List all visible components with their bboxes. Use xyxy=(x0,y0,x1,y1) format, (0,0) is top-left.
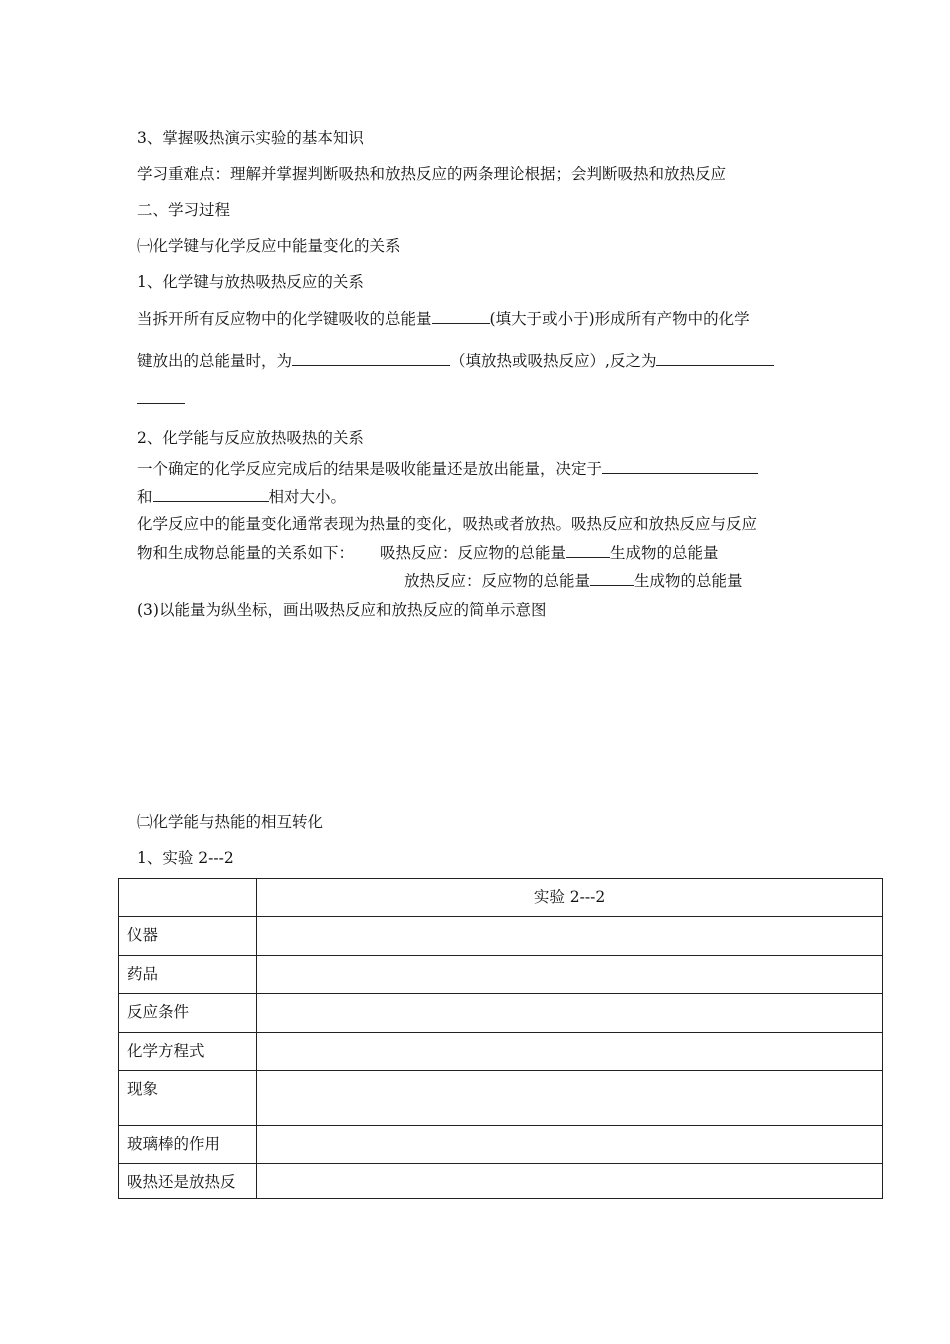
table-header-cell: 实验 2---2 xyxy=(257,879,883,917)
text-segment: (填大于或小于)形成所有产物中的化学 xyxy=(489,310,750,328)
subsection-heading-1: ㈠化学键与化学反应中能量变化的关系 xyxy=(137,237,401,255)
paragraph-energy-line-3: 化学反应中的能量变化通常表现为热量的变化，吸热或者放热。吸热反应和放热反应与反应 xyxy=(137,515,758,533)
table-row xyxy=(119,879,883,917)
key-difficulties: 学习重难点：理解并掌握判断吸热和放热反应的两条理论根据；会判断吸热和放热反应 xyxy=(137,165,727,183)
table-row xyxy=(119,917,883,956)
paragraph-energy-line-2 xyxy=(137,486,346,507)
table-row xyxy=(119,1071,883,1126)
answer-cell[interactable] xyxy=(257,994,883,1033)
paragraph-energy-line-1 xyxy=(137,458,758,479)
subsection-heading-2: ㈡化学能与热能的相互转化 xyxy=(137,813,324,831)
row-label: 反应条件 xyxy=(119,994,257,1033)
paragraph-bond-line-3 xyxy=(137,388,185,409)
fill-blank[interactable] xyxy=(602,458,758,474)
table-row xyxy=(119,1126,883,1164)
text-segment: （填放热或吸热反应）,反之为 xyxy=(450,352,657,370)
text-segment: 当拆开所有反应物中的化学键吸收的总能量 xyxy=(137,310,432,328)
paragraph-energy-line-4 xyxy=(137,542,719,563)
text-segment: 生成物的总能量 xyxy=(634,572,743,590)
row-label: 现象 xyxy=(119,1071,257,1126)
diagram-prompt: (3)以能量为纵坐标，画出吸热反应和放热反应的简单示意图 xyxy=(137,601,547,619)
fill-blank[interactable] xyxy=(590,570,634,586)
fill-blank[interactable] xyxy=(566,542,610,558)
fill-blank[interactable] xyxy=(153,486,269,502)
text-segment: 生成物的总能量 xyxy=(610,544,719,562)
table-row xyxy=(119,994,883,1033)
text-segment: 放热反应：反应物的总能量 xyxy=(404,572,591,590)
text-segment: 吸热反应：反应物的总能量 xyxy=(380,544,567,562)
table-row xyxy=(119,956,883,994)
fill-blank[interactable] xyxy=(137,388,185,404)
row-label: 吸热还是放热反 xyxy=(119,1164,257,1199)
item-heading-bond-energy: 1、化学键与放热吸热反应的关系 xyxy=(137,273,364,291)
table-cell xyxy=(119,879,257,917)
section-heading-process: 二、学习过程 xyxy=(137,201,231,219)
row-label: 化学方程式 xyxy=(119,1033,257,1071)
table-row xyxy=(119,1033,883,1071)
text-segment: 物和生成物总能量的关系如下： xyxy=(137,544,355,562)
fill-blank[interactable] xyxy=(656,350,774,366)
text-segment: 和 xyxy=(137,488,153,506)
paragraph-bond-line-2 xyxy=(137,350,774,371)
answer-cell[interactable] xyxy=(257,917,883,956)
experiment-heading: 1、实验 2---2 xyxy=(137,849,234,867)
answer-cell[interactable] xyxy=(257,956,883,994)
answer-cell[interactable] xyxy=(257,1033,883,1071)
text-segment: 一个确定的化学反应完成后的结果是吸收能量还是放出能量，决定于 xyxy=(137,460,603,478)
experiment-table xyxy=(118,878,883,1199)
table-row xyxy=(119,1164,883,1199)
row-label: 仪器 xyxy=(119,917,257,956)
text-segment: 相对大小。 xyxy=(268,488,347,506)
paragraph-energy-line-5 xyxy=(404,570,743,591)
item-heading-chemical-energy: 2、化学能与反应放热吸热的关系 xyxy=(137,429,364,447)
objective-3: 3、掌握吸热演示实验的基本知识 xyxy=(137,129,364,147)
text-segment: 键放出的总能量时，为 xyxy=(137,352,293,370)
row-label: 玻璃棒的作用 xyxy=(119,1126,257,1164)
paragraph-bond-line-1 xyxy=(137,308,750,329)
fill-blank[interactable] xyxy=(432,308,490,324)
row-label: 药品 xyxy=(119,956,257,994)
answer-cell[interactable] xyxy=(257,1071,883,1126)
answer-cell[interactable] xyxy=(257,1126,883,1164)
answer-cell[interactable] xyxy=(257,1164,883,1199)
fill-blank[interactable] xyxy=(292,350,450,366)
